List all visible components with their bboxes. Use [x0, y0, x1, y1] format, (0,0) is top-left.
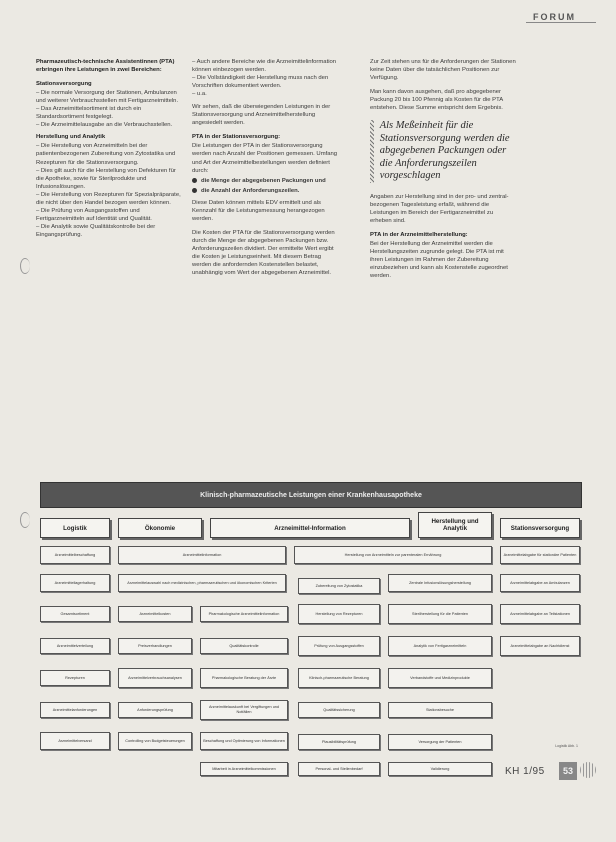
diagram-box: Verbandstoffe und Medizinprodukte — [388, 668, 492, 688]
diagram-head-logistik: Logistik — [40, 518, 110, 538]
diagram-box: Arzneimittelauskunft bei Vergiftungen und Notfällen — [200, 700, 288, 720]
diagram-box: Arzneimittelabgabe an Nachtdienst — [500, 636, 580, 656]
diagram-box: Mitarbeit in Arzneimittelkommissionen — [200, 762, 288, 776]
col1-item: – Dies gilt auch für die Herstellung von Defekturen für die Apotheke, sowie für Sterilprodukte und Infusionslösungen. — [36, 167, 176, 190]
diagram-box: Anforderungsprüfung — [118, 702, 192, 718]
diagram-box: Stationsbesuche — [388, 702, 492, 718]
col3-subheading: PTA in der Arzneimittelherstellung: — [370, 231, 468, 238]
diagram-box: Preisverhandlungen — [118, 638, 192, 654]
col1-subheading-herstellung: Herstellung und Analytik — [36, 134, 106, 141]
col1-item: – Die normale Versorgung der Stationen, Ambulanzen und weiterer Verbrauchsstellen mit Fertigarzneimitteln. — [36, 90, 179, 105]
pull-quote — [370, 120, 516, 183]
binding-hole-mark — [20, 512, 30, 528]
diagram-head-information: Arzneimittel-Information — [210, 518, 410, 538]
col1-item: – Die Herstellung von Rezepturen für Spezialpräparate, die nicht über den Handel bezogen werden können. — [36, 191, 181, 206]
bullet-item — [192, 177, 338, 185]
col2-subheading: PTA in der Stationsversorgung: — [192, 134, 281, 141]
bullet-text: die Menge der abgegebenen Packungen und — [201, 177, 326, 184]
col3-paragraph: Man kann davon ausgehen, daß pro abgegebener Packung 20 bis 100 Pfennig als Kosten für die PTA entstehen. Diese Summe entspricht dem Ergebnis. — [370, 89, 503, 112]
decorative-star-icon — [580, 762, 596, 778]
col2-paragraph: Die Kosten der PTA für die Stationsversorgung werden durch die Menge der abgegebenen Packungen bzw. Anforderungszeilen dividiert. Der ermittelte Wert ergibt die Kosten je Leistungseinheit. Mit diesem Betrag werden die anfordernden Kostenstellen belastet, unabhängig vom Wert der abgegebenen Arzneimittel. — [192, 229, 335, 277]
diagram-box: Beschaffung und Optimierung von Informationen — [200, 732, 288, 750]
col1-item: – Das Arzneimittelsortiment ist durch ein Standardsortiment festgelegt. — [36, 106, 142, 121]
diagram-box: Qualitätssicherung — [298, 702, 380, 718]
col3-paragraph: Zur Zeit stehen uns für die Anforderungen der Stationen keine Daten über die tatsächlichen Positionen zur Verfügung. — [370, 59, 516, 82]
col1-item: – Die Analytik sowie Qualitätskontrolle bei der Eingangsprüfung. — [36, 223, 156, 238]
diagram-box: Zubereitung von Zytostatika — [298, 578, 380, 594]
col2-paragraph: Die Leistungen der PTA in der Stationsversorgung werden nach Anzahl der Positionen gemessen. Umfang und Art der Arzneimittelbestellungen werden definiert durch: — [192, 143, 338, 174]
diagram-box: Arzneimittelinformation — [118, 546, 286, 564]
binding-hole-mark — [20, 258, 30, 274]
diagram-head-herstellung: Herstellung und Analytik — [418, 512, 492, 538]
col3-paragraph: Bei der Herstellung der Arzneimittel werden die Herstellungszeiten zugrunde gelegt. Die PTA ist mit ihren Leistungen im Rahmen der Zubereitung einzubeziehen und kann als Kostenstelle zugeordnet werden. — [370, 241, 508, 280]
diagram-box: Zentrale Infusionslösungsherstellung — [388, 574, 492, 592]
diagram-head-oekonomie: Ökonomie — [118, 518, 202, 538]
diagram-box: Analytik von Fertigarzneimitteln — [388, 636, 492, 656]
col1-item: – Die Herstellung von Arzneimitteln bei der patientenbezogenen Zubereitung von Zytostatika und Rezepturen für die Stationsversorgung. — [36, 143, 176, 166]
diagram-box: Klinisch-pharmazeutische Beratung — [298, 668, 380, 688]
bullet-item — [192, 187, 338, 195]
diagram-head-stationsversorgung: Stationsversorgung — [500, 518, 580, 538]
diagram-box: Arzneimittelabgabe für stationäre Patienten — [500, 546, 580, 564]
diagram-box: Herstellung von Rezepturen — [298, 604, 380, 624]
diagram-box: Herstellung von Arzneimitteln zur parenteralen Ernährung — [294, 546, 492, 564]
col2-paragraph: Diese Daten können mittels EDV ermittelt und als Kennzahl für die Leistungsmessung herangezogen werden. — [192, 199, 325, 222]
col3-paragraph: Angaben zur Herstellung sind in der pro- und zentral-bezogenen Tagesleistung erfaßt, während die Leistungen im Bereich der Fertigarzneimittel zu erheben sind. — [370, 193, 509, 224]
pull-quote-hatch — [370, 120, 374, 183]
diagram-box: Controlling von Budgetsteuerungen — [118, 732, 192, 750]
diagram-box: Arzneimittellagerhaltung — [40, 574, 110, 592]
services-diagram — [36, 482, 584, 778]
pull-quote-text: Als Meßeinheit für die Stationsversorgung werden die abgegebenen Packungen oder die Anforderungszeilen vorgeschlagen — [379, 120, 510, 182]
issue-label: KH 1/95 — [505, 766, 545, 777]
col2-item: – u.a. — [192, 91, 207, 98]
diagram-box: Plausibilitätsprüfung — [298, 734, 380, 750]
header-rule — [526, 22, 596, 23]
diagram-box: Pharmakologische Beratung der Ärzte — [200, 668, 288, 688]
diagram-title: Klinisch-pharmazeutische Leistungen einer Krankenhausapotheke — [40, 482, 582, 508]
col1-item: – Die Prüfung von Ausgangsstoffen und Fertigarzneimitteln auf Identität und Qualität. — [36, 207, 152, 222]
col2-item: – Die Vollständigkeit der Herstellung muss nach den Vorschriften dokumentiert werden. — [192, 75, 329, 90]
diagram-box: Arzneimittelbeschaffung — [40, 546, 110, 564]
diagram-box: Arzneimittelauswahl nach medizinischen, pharmazeutischen und ökonomischen Kriterien — [118, 574, 286, 592]
diagram-box: Arzneimittelkosten — [118, 606, 192, 622]
diagram-box: Pharmakologische Arzneimittelinformation — [200, 606, 288, 622]
col2-paragraph: Wir sehen, daß die überwiegenden Leistungen in der Stationsversorgung und Arzneimittelherstellung angesiedelt werden. — [192, 104, 331, 127]
diagram-box: Prüfung von Ausgangsstoffen — [298, 636, 380, 656]
text-column-2 — [192, 58, 338, 283]
page-number: 53 — [559, 762, 577, 780]
diagram-box: Personal- und Stellenbedarf — [298, 762, 380, 776]
diagram-box: Rezepturen — [40, 670, 110, 686]
diagram-box: Arzneimittelverteilung — [40, 638, 110, 654]
bullet-dot-icon — [192, 188, 197, 193]
diagram-box: Validierung — [388, 762, 492, 776]
diagram-box: Arzneimittelanforderungen — [40, 702, 110, 718]
diagram-box: Arzneimittelabgabe an Teilstationen — [500, 604, 580, 624]
col1-subheading-stationsversorgung: Stationsversorgung — [36, 81, 92, 88]
col1-heading: Pharmazeutisch-technische Assistentinnen (PTA) erbringen ihre Leistungen in zwei Bereichen: — [36, 59, 175, 74]
diagram-caption: Logistik Abb. 1 — [555, 744, 578, 748]
text-column-3 — [370, 58, 516, 286]
col2-item: – Auch andere Bereiche wie die Arzneimittelinformation können einbezogen werden. — [192, 59, 337, 74]
bullet-text: die Anzahl der Anforderungszeilen. — [201, 187, 300, 194]
col1-item: – Die Arzneimittelausgabe an die Verbrauchsstellen. — [36, 122, 173, 129]
diagram-box: Arzneimittelversand — [40, 732, 110, 750]
section-header: FORUM — [533, 12, 576, 22]
bullet-dot-icon — [192, 178, 197, 183]
diagram-box: Sterilherstellung für die Patienten — [388, 604, 492, 624]
text-column-1 — [36, 58, 182, 239]
diagram-box: Qualitätskontrolle — [200, 638, 288, 654]
diagram-box: Versorgung der Patienten — [388, 734, 492, 750]
diagram-box: Arzneimittelabgabe an Ambulanzen — [500, 574, 580, 592]
diagram-box: Arzneimittelverbrauchsanalysen — [118, 668, 192, 688]
diagram-box: Gesamtsortiment — [40, 606, 110, 622]
